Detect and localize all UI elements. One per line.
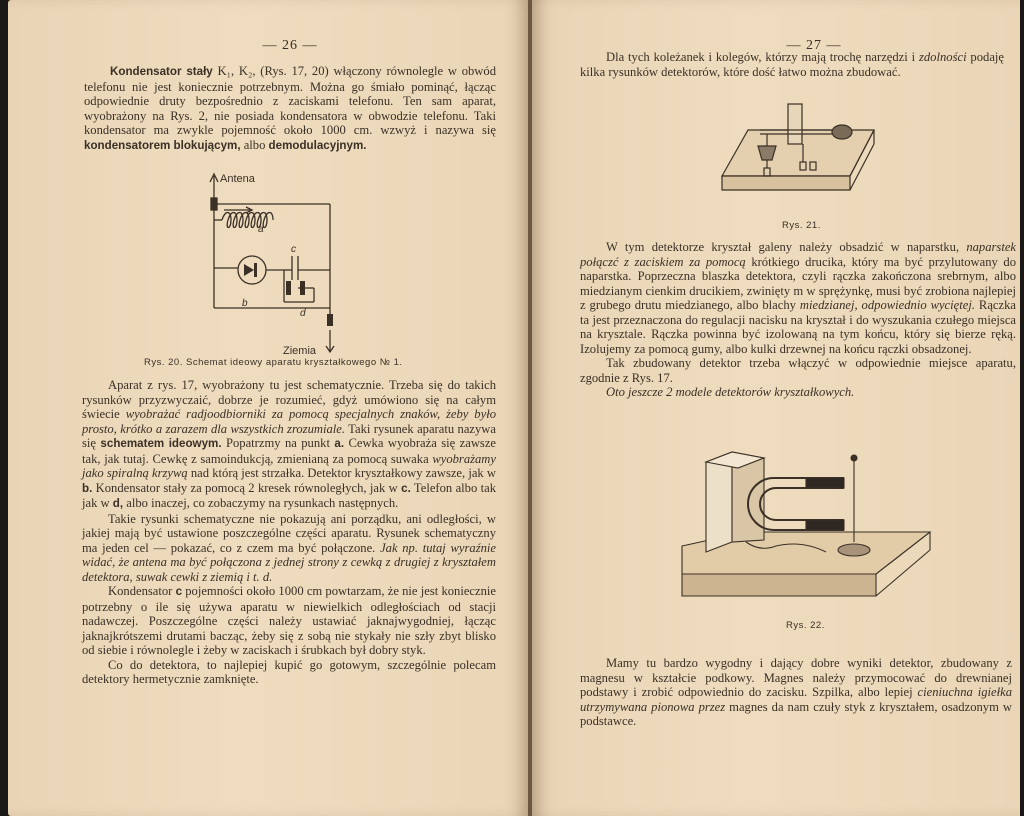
text-run: Mamy tu bardzo wygodny i dający dobre wyniki detektor, zbudowany z magnesu w kształcie podkowy. Magnes należy przymocować do drewnianej podstawy i zrobić odpowiednio do zacisku. Szpilka, albo lepiej <box>580 656 1012 699</box>
bold-term: d, <box>112 497 124 510</box>
italic-run: naparstek połączć z zaciskiem za pomocą <box>580 240 1016 269</box>
bold-term: kondensatorem blokującym, <box>84 138 241 152</box>
page-number-26: — 26 — <box>262 38 318 53</box>
figure-21-detector-drawing <box>718 98 878 208</box>
italic-run: zdolności <box>918 50 967 64</box>
paragraph <box>580 656 1012 729</box>
text-run: magnes da nam czuły styk z kryształem, osadzonym w podstawce. <box>580 699 1012 728</box>
text-run: K₁, K₂, (Rys. 17, 20) włączony równolegle w obwód telefonu nie jest koniecznie potrzebnym. Można go śmiało pominąć, łącząc odpowiednie druty bezpośrednio z zaciskami telefonu. Ten sam aparat, wyobrażony na Rys. 2, nie posiada kondensatora w obwodzie telefonu. Taki kondensator ma zwykle pojemność około 1000 cm. wzwyż i nazywa się <box>84 64 496 137</box>
intro-paragraph <box>84 64 496 153</box>
bold-term: demodulacyjnym. <box>268 138 367 152</box>
text-run: Kondensator stały za pomocą 2 kresek równoległych, jak w <box>92 480 402 495</box>
italic-run: Jak np. tutaj wyraźnie widać, że antena ma być połączona z jednej strony z cewką z drugiej z kryształem detektora, suwak cewki z ziemią i t. d. <box>82 540 497 584</box>
text-run: nad którą jest strzałka. Detektor kryształkowy zawsze, jak w <box>187 466 496 480</box>
text-run: krótkiego drucika, który ma być przylutowany do naparstka. Poprzeczna blaszka detektora, czyli rączka zakończona srebrnym, albo miedzianym cienkim drucikiem, zwinięty m w sprężynkę, musi być zrobiona najlepiej z grubego drutu miedzianego, albo blachy <box>580 254 1016 312</box>
text-run: Telefon albo tak jak w <box>82 480 496 510</box>
paragraph <box>82 512 496 585</box>
label-b: b <box>242 298 248 309</box>
paragraph: Co do detektora, to najlepiej kupić go gotowym, szczególnie polecam detektory hermetycznie zamknięte. <box>82 657 496 686</box>
italic-run: miedzianej, odpowiednio wyciętej. <box>799 298 975 312</box>
figure-20-schematic <box>188 168 368 360</box>
italic-run: wyobrażać radjoodbiorniki za pomocą specjalnych znaków, żeby było prosto, krótko a zarazem dla wszystkich zrozumiale. <box>82 407 496 436</box>
text-run: albo inaczej, co zobaczymy na rysunkach następnych. <box>123 496 399 510</box>
paragraph <box>82 584 496 658</box>
figure-20-caption: Rys. 20. Schemat ideowy aparatu kryształkowego № 1. <box>144 357 403 368</box>
body-text-right-bottom <box>580 656 1012 729</box>
paragraph <box>580 50 1004 79</box>
text-run: Taki rysunek aparatu nazywa się <box>82 421 496 450</box>
text-run: podaję kilka rysunków detektorów, które dość łatwo można zbudować. <box>580 50 1004 79</box>
figure-22-magnet-detector <box>676 446 936 606</box>
page-number-27: — 27 — <box>786 38 842 53</box>
figure-22-caption: Rys. 22. <box>786 620 825 631</box>
paragraph <box>82 378 496 512</box>
bold-term: schematem ideowym. <box>100 437 222 450</box>
text-run: albo <box>240 137 269 152</box>
bold-term: c <box>175 585 183 598</box>
italic-run: wyobrażamy jako spiralną krzywą <box>82 451 496 480</box>
text-run: Dla tych koleżanek i kolegów, którzy mają trochę narzędzi i <box>606 50 919 64</box>
text-run: Cewka wyobraża się zawsze tak, jak tutaj. Cewkę z samoindukcją, zmienianą za pomocą suwaka <box>82 436 496 466</box>
figure-21-caption: Rys. 21. <box>782 220 821 231</box>
bold-term: Kondensator stały <box>110 65 213 78</box>
label-a: a <box>258 224 264 235</box>
bold-term: b. <box>82 481 93 495</box>
right-intro <box>580 50 1004 79</box>
text-run: pojemności około 1000 cm powtarzam, że nie jest koniecznie potrzebny o ile się używa aparatu w niewielkich odległościach od stacji nadawczej. Poszczególne części należy ustawiać jaknajwygodniej, łącząc jaknajkrótszemi drutami bacząc, żeby się z sobą nie stykały nie szły zbyt blisko od siebie i równolegle i żeby w zaciskach i śrubkach był dobry styk. <box>82 584 496 657</box>
right-page <box>532 0 1020 816</box>
italic-run: cieniuchna igiełka utrzymywana pionowa przez <box>580 685 1013 714</box>
antena-label: Antena <box>220 173 255 185</box>
body-text-left <box>82 378 496 687</box>
paragraph: Tak zbudowany detektor trzeba włączyć w odpowiednie miejsce aparatu, zgodnie z Rys. 17. <box>580 356 1016 385</box>
left-page <box>8 0 528 816</box>
text-run: Popatrzmy na punkt <box>221 436 335 450</box>
bold-term: c. <box>401 481 411 495</box>
paragraph: Oto jeszcze 2 modele detektorów kryształkowych. <box>606 385 855 399</box>
text-run: Takie rysunki schematyczne nie pokazują ani porządku, ani odległości, w jakiej mają być ustawione poszczególne części aparatu. Rysunek schematyczny ma jeden cel — pokazać, co z czem ma być połączone. <box>82 511 496 555</box>
text-run: Kondensator <box>108 584 176 598</box>
label-d: d <box>300 308 306 319</box>
text-run: Rączka ta jest przeznaczona do regulacji nacisku na kryształ i do wyszukania czułego miejsca na krysztale. Rączka powinna być izolowaną na tym końcu, który się bierze ręką. Izolujemy za pomocą gumy, albo kulki drzewnej na końcu rączki obsadzonej. <box>580 298 1016 356</box>
text-run: Aparat z rys. 17, wyobrażony tu jest schematycznie. Trzeba się do takich rysunków przyzwyczaić, dobrze je rozumieć, gdyż umówiono się na całym świecie <box>82 378 496 421</box>
label-c: c <box>291 244 296 255</box>
bold-term: a. <box>334 437 345 450</box>
text-run: W tym detektorze kryształ galeny należy obsadzić w naparstku, <box>606 240 967 254</box>
kondensator-paragraph <box>84 64 496 153</box>
paragraph <box>580 240 1016 356</box>
ziemia-label: Ziemia <box>283 345 317 357</box>
body-text-right <box>580 240 1016 400</box>
